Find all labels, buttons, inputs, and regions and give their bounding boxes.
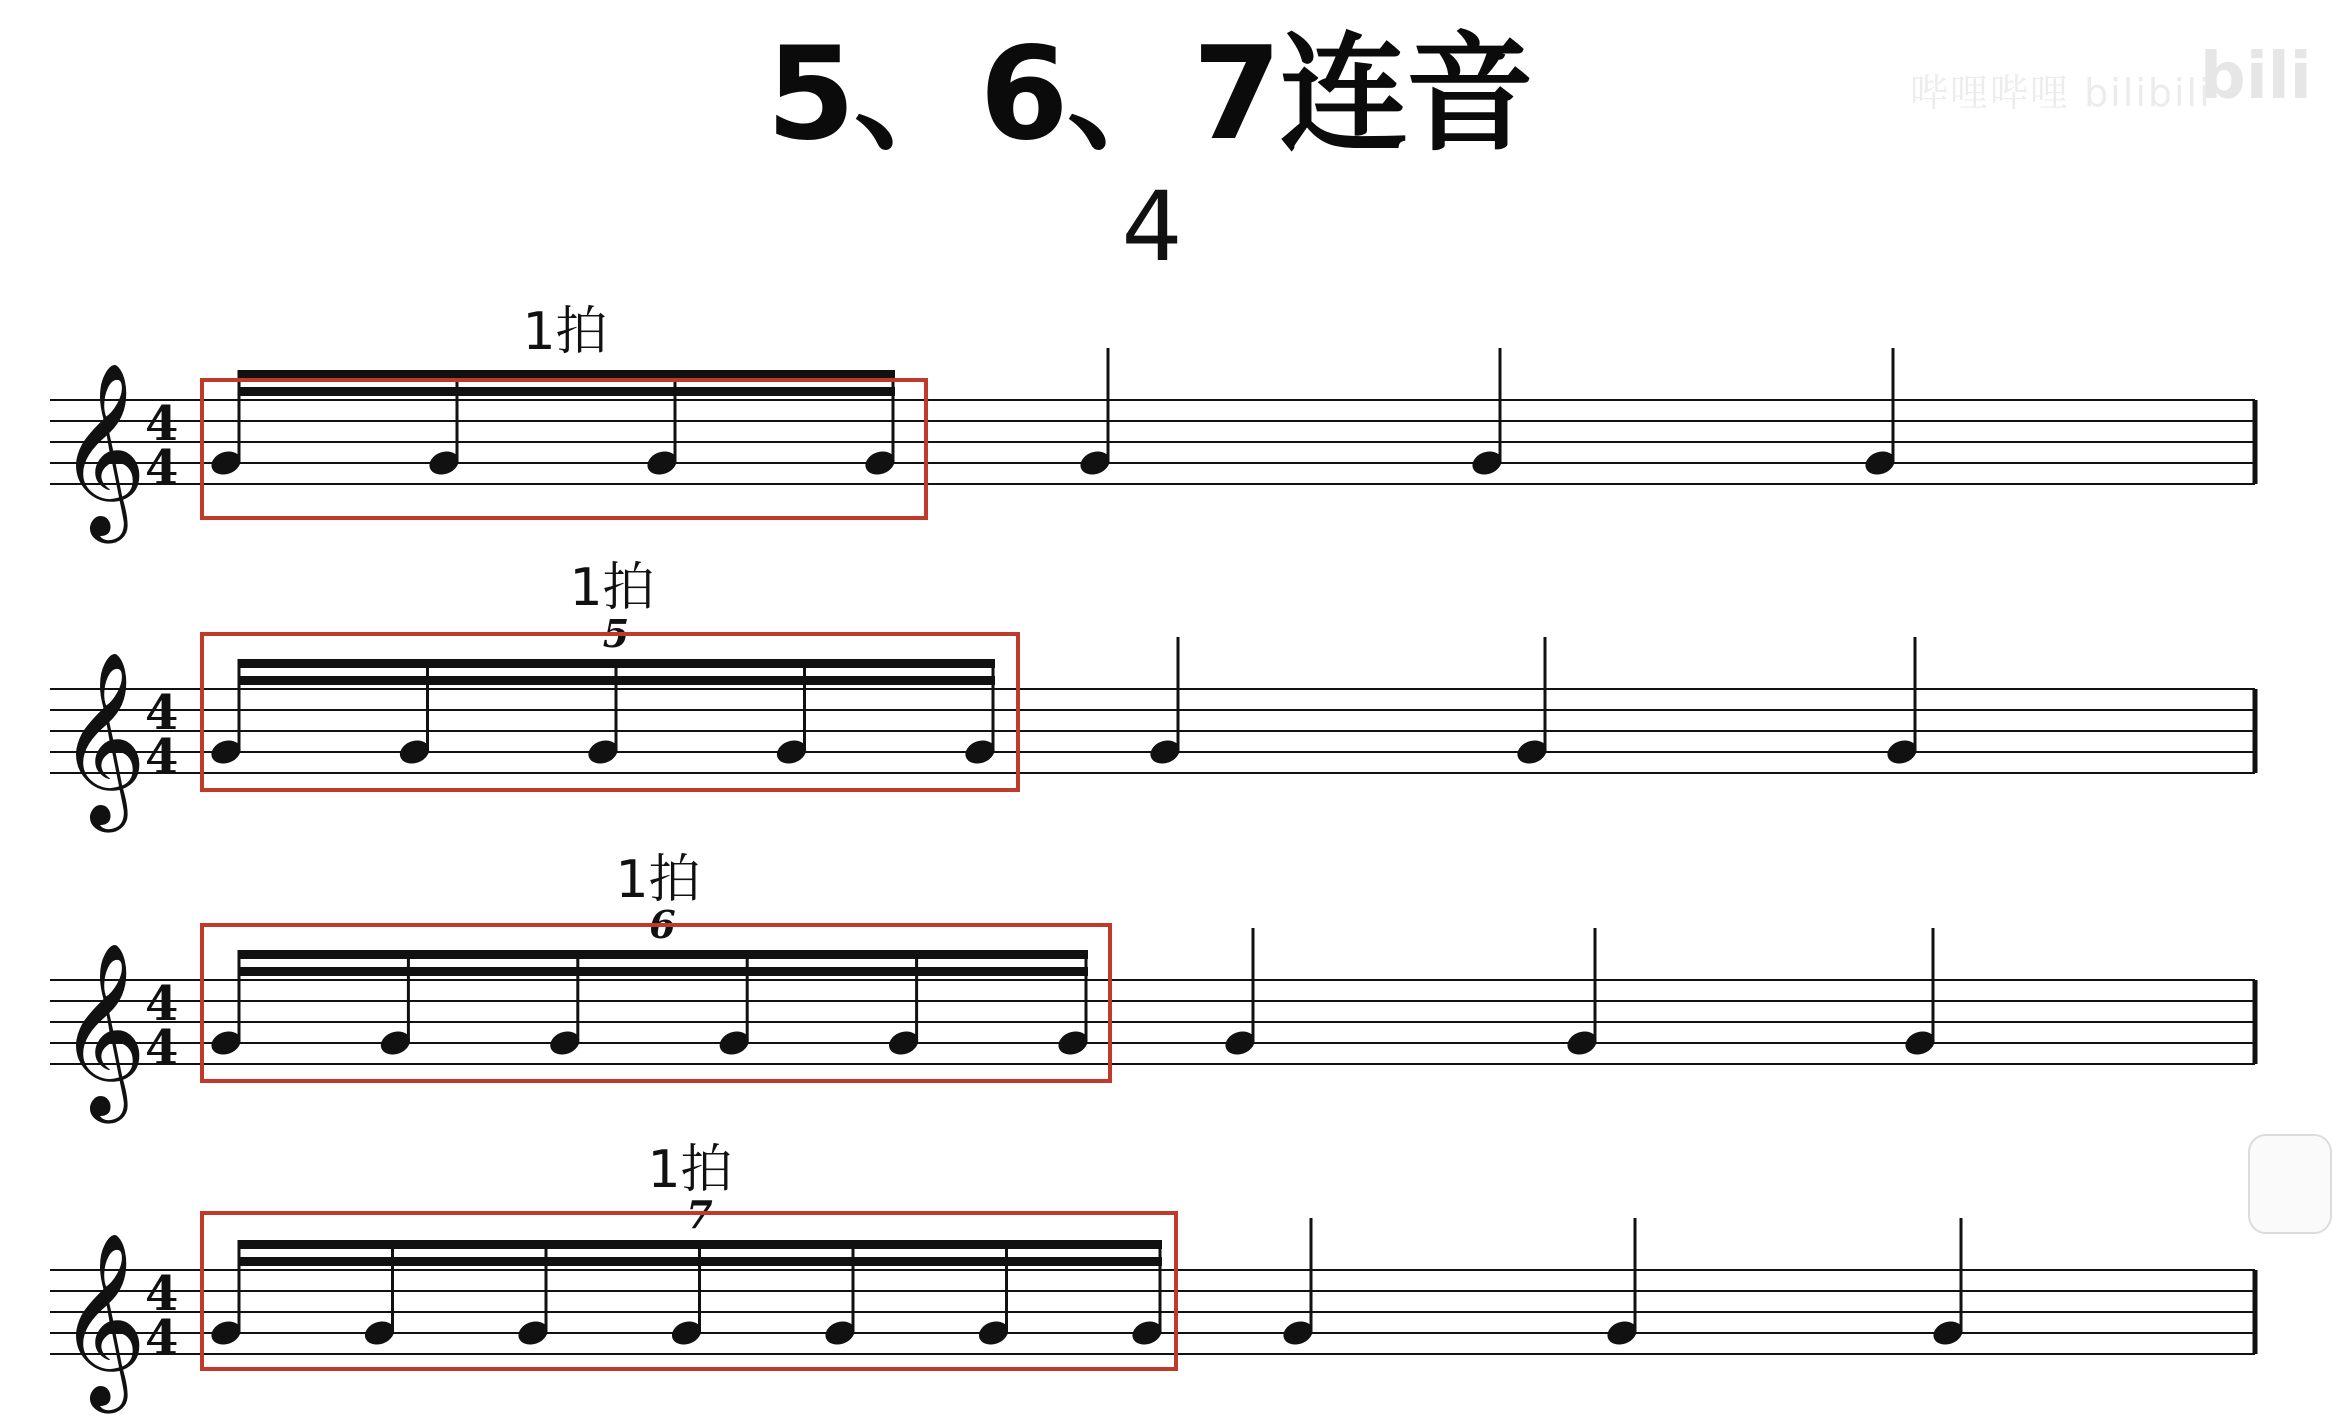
time-signature-bottom: 4 xyxy=(145,440,179,496)
beam-primary xyxy=(238,1240,1162,1249)
page-title: 5、6、7连音 xyxy=(766,20,1532,169)
tuplet-number: 6 xyxy=(649,902,676,947)
time-signature-bottom: 4 xyxy=(145,729,179,785)
treble-clef-icon: 𝄞 xyxy=(58,651,147,825)
beam-secondary xyxy=(238,387,895,396)
page-subtitle: 4 xyxy=(1121,171,1183,283)
beam-secondary xyxy=(238,1257,1162,1266)
beat-label-system-2: 1拍 xyxy=(569,558,655,618)
beat-highlight-box xyxy=(202,634,1018,790)
beat-label-system-4: 1拍 xyxy=(647,1140,733,1200)
watermark-logo: bili xyxy=(2200,40,2312,114)
time-signature-bottom: 4 xyxy=(145,1310,179,1366)
beat-highlight-box xyxy=(202,925,1110,1081)
beam-primary xyxy=(238,950,1088,959)
beam-secondary xyxy=(238,676,995,685)
tuplet-number: 7 xyxy=(686,1192,713,1237)
beat-label-system-3: 1拍 xyxy=(615,850,701,910)
beam-primary xyxy=(238,659,995,668)
time-signature-top: 4 xyxy=(145,1266,179,1322)
time-signature-bottom: 4 xyxy=(145,1020,179,1076)
tuplet-number: 5 xyxy=(602,611,630,656)
time-signature-top: 4 xyxy=(145,976,179,1032)
beam-primary xyxy=(238,370,895,379)
treble-clef-icon: 𝄞 xyxy=(58,942,147,1116)
time-signature-top: 4 xyxy=(145,396,179,452)
treble-clef-icon: 𝄞 xyxy=(58,1232,147,1406)
watermark: 哔哩哔哩 bilibili xyxy=(1910,71,2212,115)
beat-label-system-1: 1拍 xyxy=(522,302,608,362)
time-signature-top: 4 xyxy=(145,685,179,741)
beam-secondary xyxy=(238,967,1088,976)
treble-clef-icon: 𝄞 xyxy=(58,362,147,536)
